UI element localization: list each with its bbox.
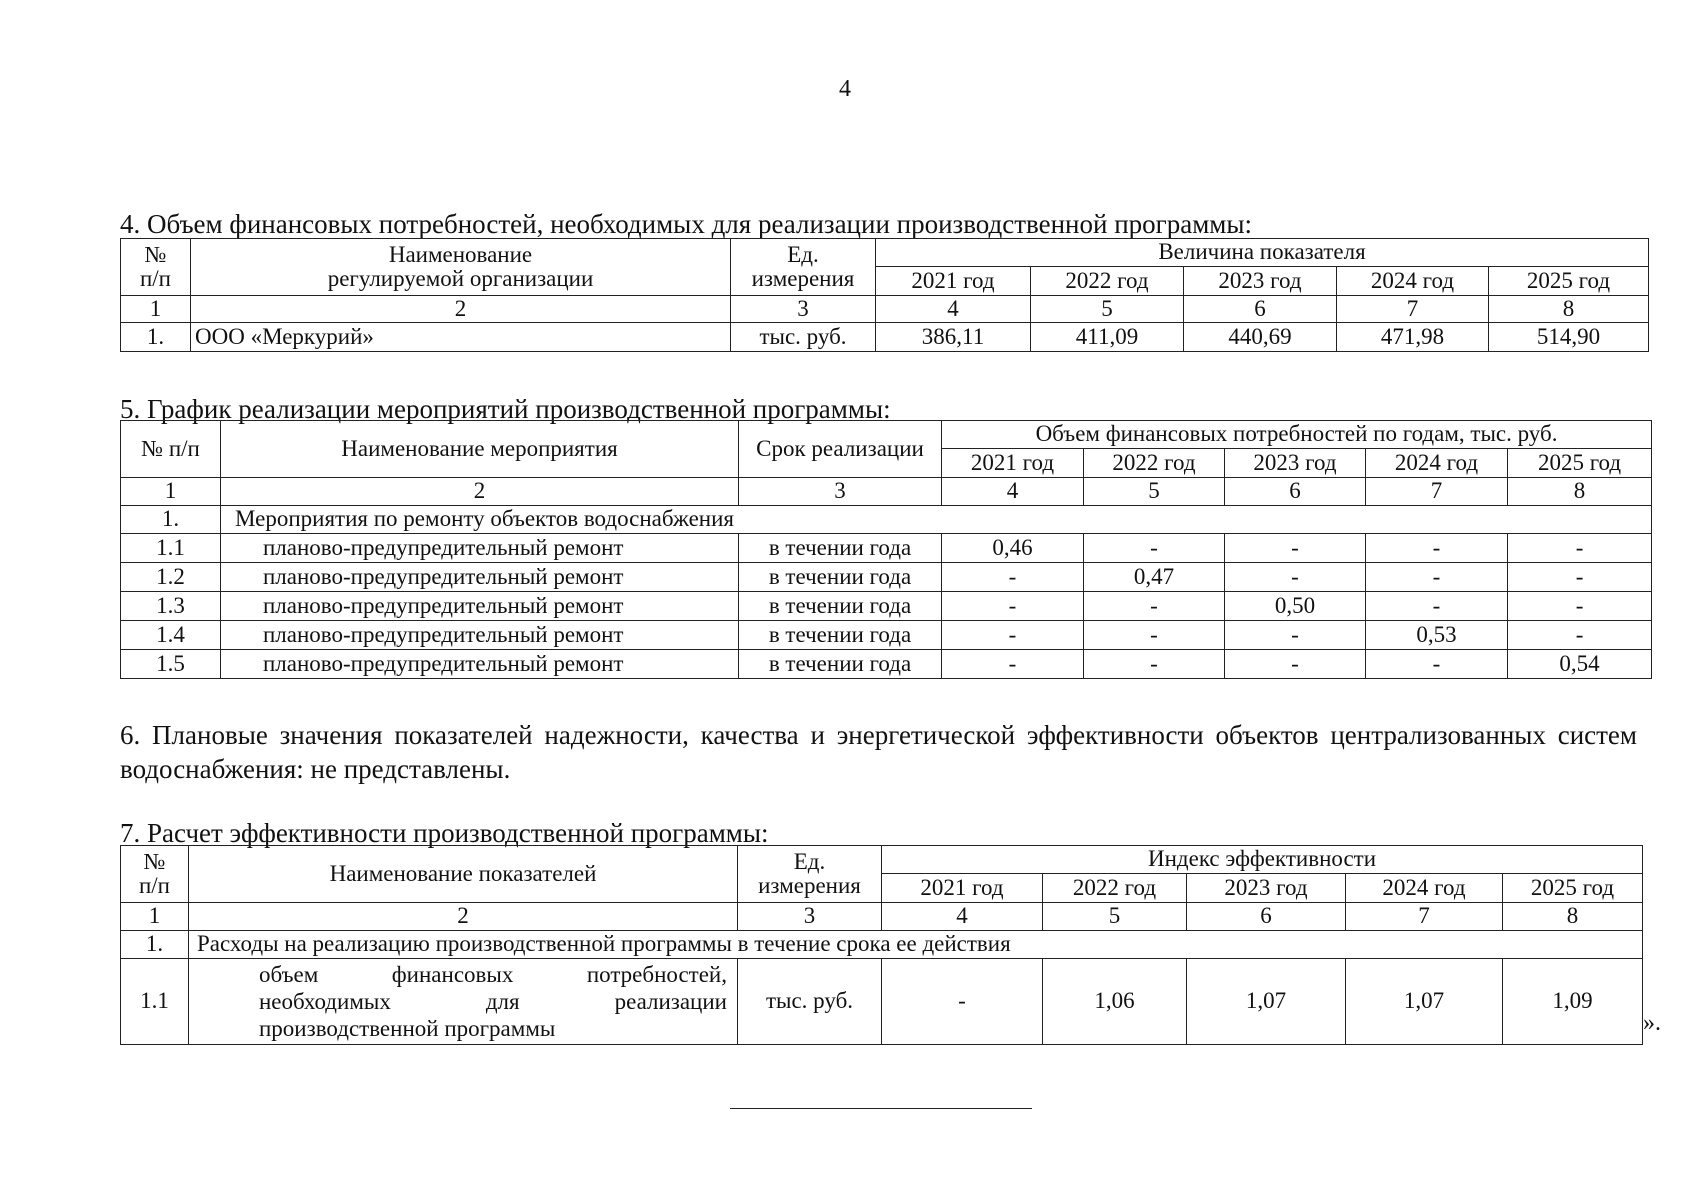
value-cell: - [1225, 534, 1366, 563]
year-header: 2023 год [1225, 449, 1366, 478]
value-cell: 1,06 [1043, 959, 1187, 1045]
header-unit: Ед. измерения [731, 239, 876, 296]
value-cell: - [1084, 650, 1225, 679]
value-cell: - [942, 650, 1084, 679]
header-num: № п/п [121, 239, 191, 296]
value-cell: - [1366, 534, 1508, 563]
header-financial-volume: Объем финансовых потребностей по годам, тыс. руб. [942, 421, 1652, 449]
event-name: планово-предупредительный ремонт [221, 563, 739, 592]
value-cell: 0,54 [1508, 650, 1652, 679]
value-cell: 411,09 [1031, 323, 1184, 352]
efficiency-table [120, 845, 1643, 1045]
section-4-heading: 4. Объем финансовых потребностей, необходимых для реализации производственной программы: [120, 209, 1253, 239]
organization-name: ООО «Меркурий» [191, 323, 731, 352]
value-cell: 471,98 [1337, 323, 1489, 352]
year-header: 2025 год [1508, 449, 1652, 478]
value-cell: 1,07 [1187, 959, 1346, 1045]
group-row [121, 506, 1652, 534]
event-term: в течении года [739, 563, 942, 592]
year-header: 2022 год [1043, 874, 1187, 903]
schedule-table [120, 420, 1652, 679]
header-event-name: Наименование мероприятия [221, 421, 739, 478]
event-name: планово-предупредительный ремонт [221, 650, 739, 679]
row-num: 1.4 [121, 621, 221, 650]
value-cell: - [1508, 534, 1652, 563]
value-cell: 0,50 [1225, 592, 1366, 621]
group-label: Расходы на реализацию производственной программы в течение срока ее действия [189, 931, 1643, 959]
column-index: 3 [739, 478, 942, 506]
event-term: в течении года [739, 650, 942, 679]
value-cell: - [1225, 650, 1366, 679]
column-index: 2 [221, 478, 739, 506]
value-cell: - [1084, 592, 1225, 621]
column-index: 7 [1366, 478, 1508, 506]
value-cell: - [1508, 563, 1652, 592]
table-row [121, 323, 1649, 352]
table-row [121, 563, 1652, 592]
value-cell: - [1508, 592, 1652, 621]
column-index: 5 [1031, 296, 1184, 323]
value-cell: - [1508, 621, 1652, 650]
value-cell: - [1084, 621, 1225, 650]
row-num: 1.2 [121, 563, 221, 592]
event-name: планово-предупредительный ремонт [221, 534, 739, 563]
value-cell: - [882, 959, 1043, 1045]
value-cell: - [942, 563, 1084, 592]
column-index: 8 [1508, 478, 1652, 506]
year-header: 2022 год [1084, 449, 1225, 478]
closing-quote: ». [1643, 1010, 1661, 1036]
event-term: в течении года [739, 621, 942, 650]
group-label: Мероприятия по ремонту объектов водоснабжения [221, 506, 1652, 534]
value-cell: - [1084, 534, 1225, 563]
indicator-name: объем финансовых потребностей, необходимых для реализации производственной программы [189, 959, 738, 1045]
header-indicator-name: Наименование показателей [189, 846, 738, 903]
year-header: 2025 год [1489, 267, 1649, 296]
header-unit: Ед. измерения [738, 846, 882, 903]
value-cell: - [1366, 650, 1508, 679]
value-cell: - [1366, 592, 1508, 621]
page-number: 4 [839, 76, 851, 102]
year-header: 2024 год [1346, 874, 1503, 903]
row-num: 1.3 [121, 592, 221, 621]
year-header: 2021 год [882, 874, 1043, 903]
column-index: 8 [1489, 296, 1649, 323]
column-index: 3 [738, 903, 882, 931]
event-term: в течении года [739, 534, 942, 563]
value-cell: 0,46 [942, 534, 1084, 563]
column-index: 5 [1084, 478, 1225, 506]
value-cell: - [942, 592, 1084, 621]
column-index: 4 [876, 296, 1031, 323]
row-num: 1. [121, 323, 191, 352]
header-num: № п/п [121, 846, 189, 903]
header-efficiency-index: Индекс эффективности [882, 846, 1643, 874]
column-index: 4 [882, 903, 1043, 931]
column-index: 2 [189, 903, 738, 931]
value-cell: 0,47 [1084, 563, 1225, 592]
row-num: 1. [121, 931, 189, 959]
row-num: 1. [121, 506, 221, 534]
column-index: 1 [121, 296, 191, 323]
year-header: 2023 год [1187, 874, 1346, 903]
year-header: 2025 год [1503, 874, 1643, 903]
column-index: 6 [1184, 296, 1337, 323]
column-index: 6 [1225, 478, 1366, 506]
value-cell: - [942, 621, 1084, 650]
event-term: в течении года [739, 592, 942, 621]
column-index: 7 [1337, 296, 1489, 323]
financial-needs-table [120, 238, 1649, 352]
row-num: 1.1 [121, 534, 221, 563]
header-org-name: Наименование регулируемой организации [191, 239, 731, 296]
row-unit: тыс. руб. [731, 323, 876, 352]
value-cell: - [1225, 563, 1366, 592]
column-index-row [121, 903, 1643, 931]
value-cell: 440,69 [1184, 323, 1337, 352]
column-index: 1 [121, 903, 189, 931]
footer-divider [730, 1108, 1032, 1109]
value-cell: 1,09 [1503, 959, 1643, 1045]
value-cell: 1,07 [1346, 959, 1503, 1045]
column-index: 3 [731, 296, 876, 323]
year-header: 2023 год [1184, 267, 1337, 296]
column-index: 2 [191, 296, 731, 323]
table-row [121, 592, 1652, 621]
value-cell: 386,11 [876, 323, 1031, 352]
value-cell: 514,90 [1489, 323, 1649, 352]
header-indicator-value: Величина показателя [876, 239, 1649, 267]
row-unit: тыс. руб. [738, 959, 882, 1045]
event-name: планово-предупредительный ремонт [221, 621, 739, 650]
column-index: 8 [1503, 903, 1643, 931]
table-row [121, 534, 1652, 563]
row-num: 1.5 [121, 650, 221, 679]
section-6-paragraph: 6. Плановые значения показателей надежности, качества и энергетической эффективности объектов централизованных систем водоснабжения: не представлены. [120, 720, 1637, 784]
table-row [121, 959, 1643, 1045]
column-index: 4 [942, 478, 1084, 506]
column-index: 6 [1187, 903, 1346, 931]
column-index: 5 [1043, 903, 1187, 931]
row-num: 1.1 [121, 959, 189, 1045]
group-row [121, 931, 1643, 959]
section-5-heading: 5. График реализации мероприятий производственной программы: [120, 394, 891, 424]
column-index-row [121, 478, 1652, 506]
header-term: Срок реализации [739, 421, 942, 478]
table-row [121, 621, 1652, 650]
header-num: № п/п [121, 421, 221, 478]
year-header: 2022 год [1031, 267, 1184, 296]
year-header: 2024 год [1337, 267, 1489, 296]
year-header: 2021 год [876, 267, 1031, 296]
section-7-heading: 7. Расчет эффективности производственной программы: [120, 818, 769, 848]
value-cell: - [1225, 621, 1366, 650]
event-name: планово-предупредительный ремонт [221, 592, 739, 621]
column-index: 7 [1346, 903, 1503, 931]
column-index-row [121, 296, 1649, 323]
column-index: 1 [121, 478, 221, 506]
value-cell: 0,53 [1366, 621, 1508, 650]
value-cell: - [1366, 563, 1508, 592]
table-row [121, 650, 1652, 679]
year-header: 2024 год [1366, 449, 1508, 478]
year-header: 2021 год [942, 449, 1084, 478]
